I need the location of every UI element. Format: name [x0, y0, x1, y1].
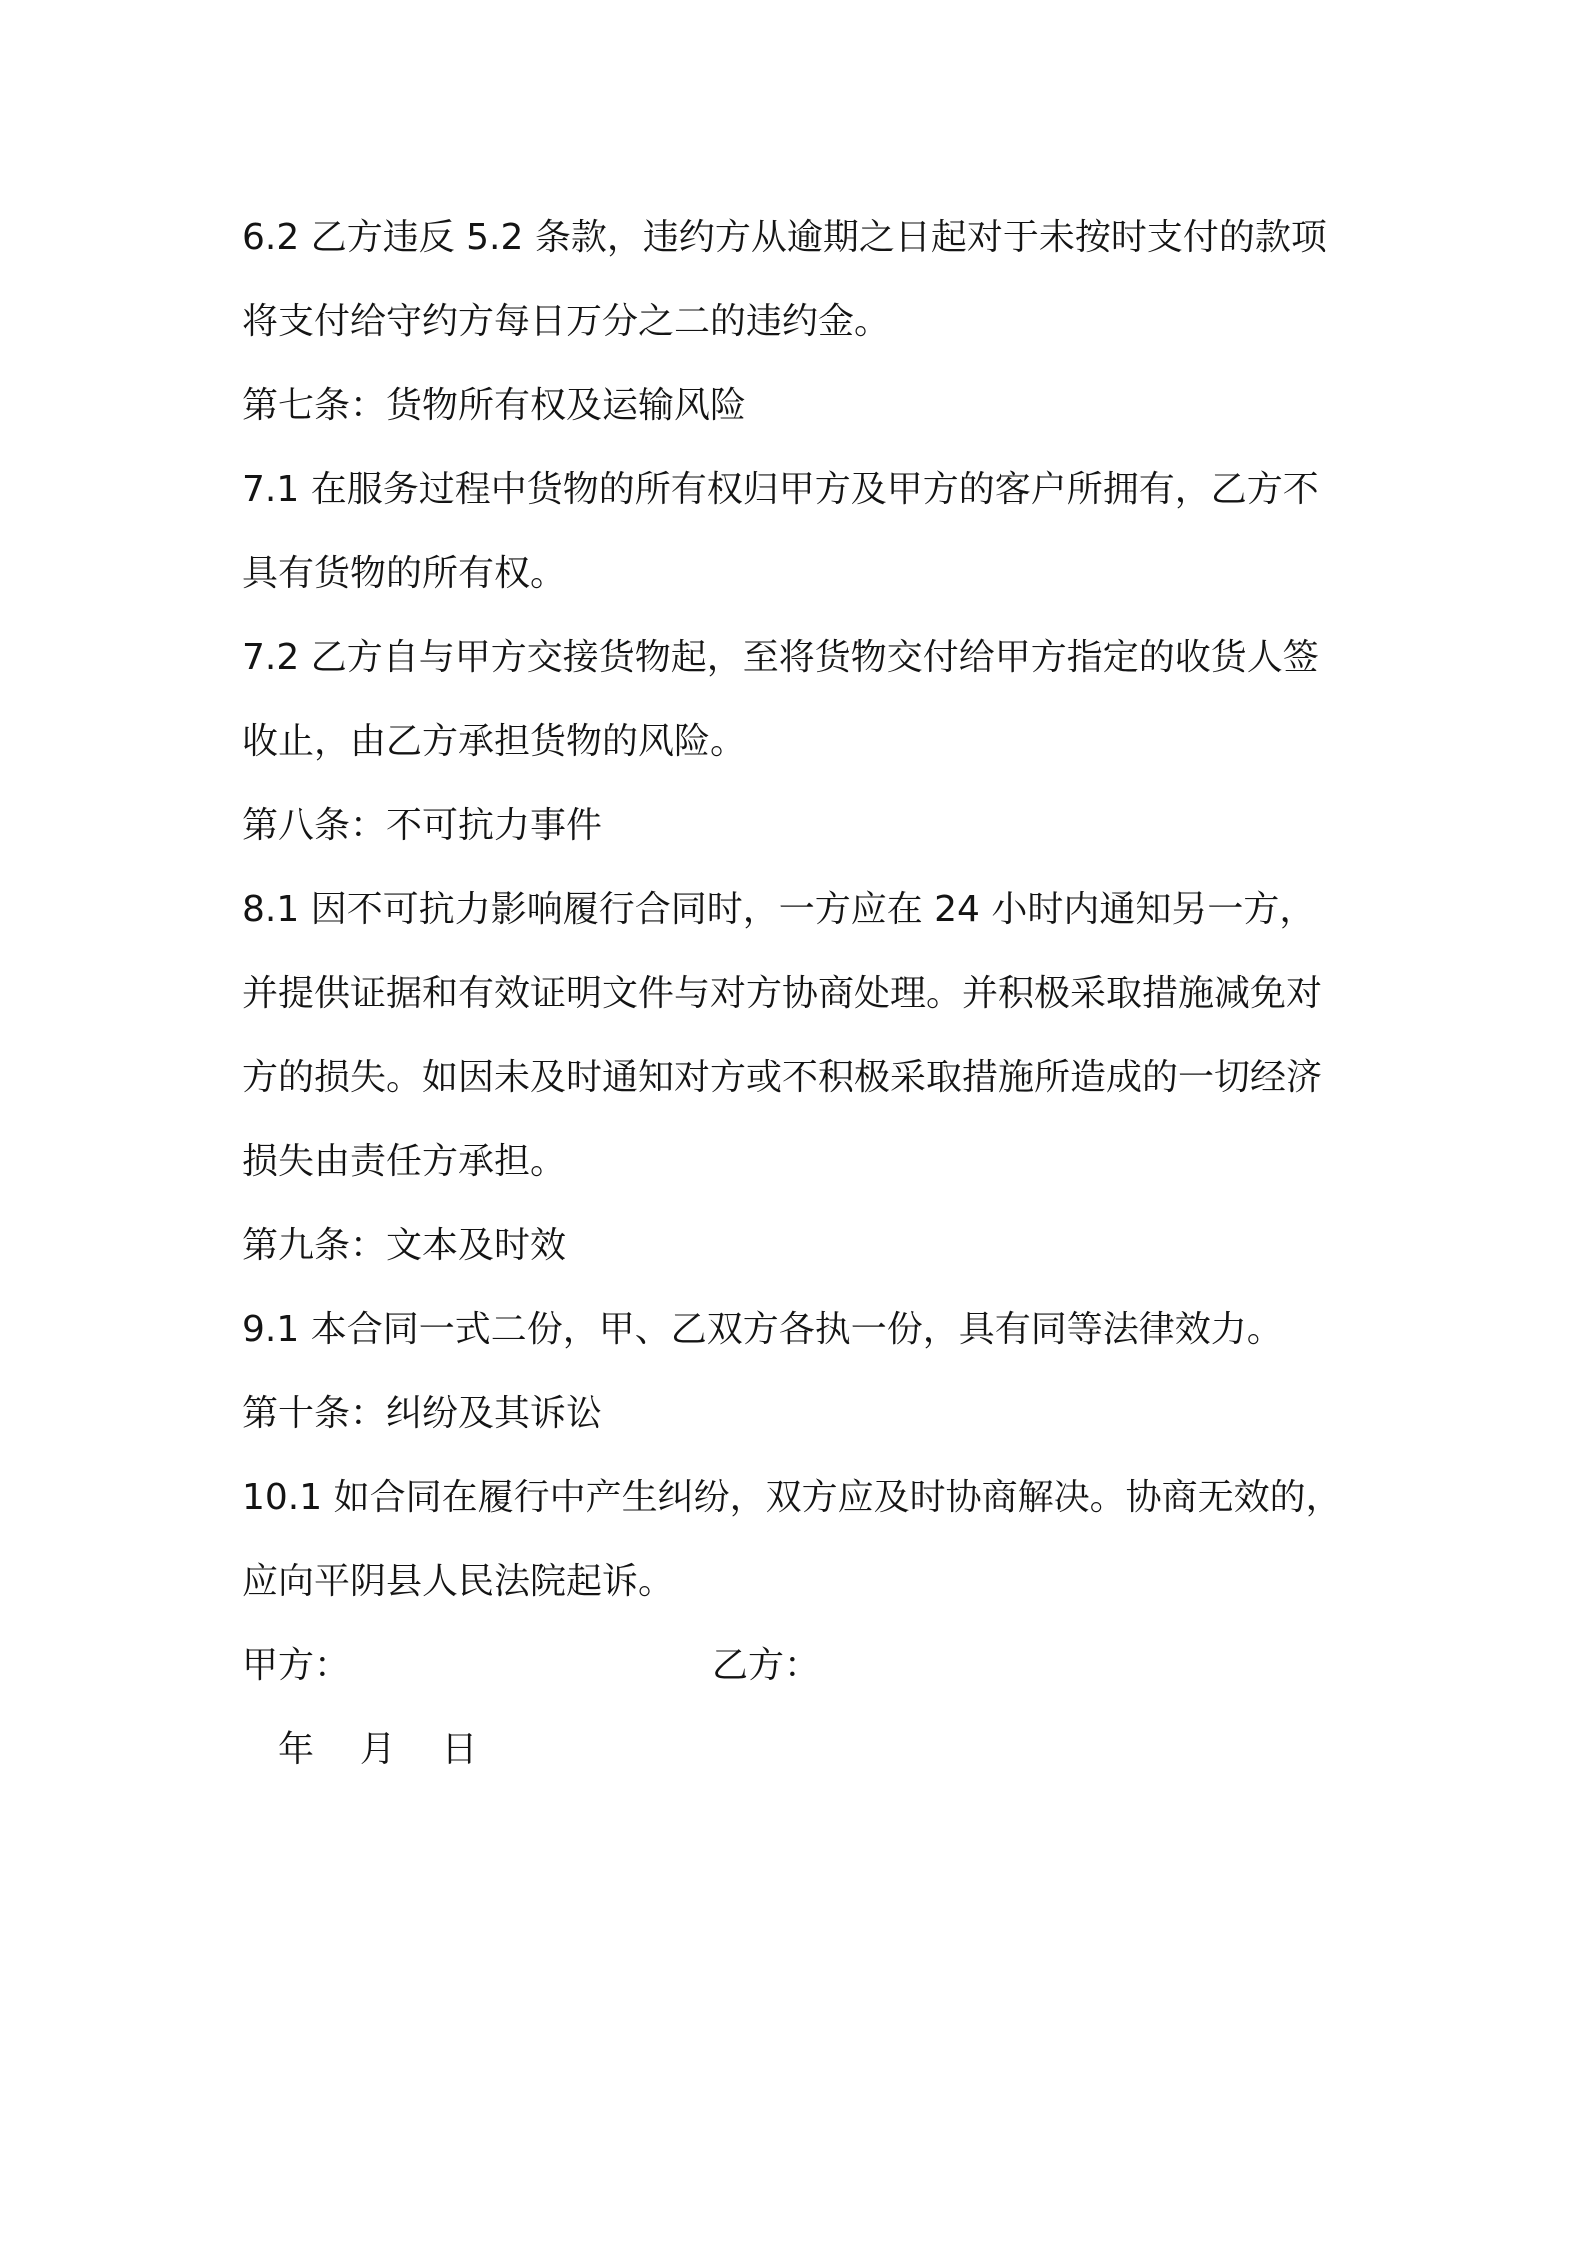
article-7-heading: 第七条：货物所有权及运输风险: [242, 385, 747, 426]
article-9-heading: 第九条：文本及时效: [242, 1225, 567, 1266]
party-b-signature-label: 乙方：: [712, 1645, 821, 1686]
clause-10-1-line-2: 应向平阴县人民法院起诉。: [242, 1561, 675, 1602]
signature-row: [242, 1624, 1362, 1708]
clause-6-2-line-1: 6.2 乙方违反 5.2 条款，违约方从逾期之日起对于未按时支付的款项: [242, 217, 1327, 258]
clause-8-1-line-3: 方的损失。如因未及时通知对方或不积极采取措施所造成的一切经济: [242, 1057, 1323, 1098]
clause-7-1-line-2: 具有货物的所有权。: [242, 553, 567, 594]
clause-9-1-line-1: 9.1 本合同一式二份，甲、乙双方各执一份，具有同等法律效力。: [242, 1309, 1283, 1350]
document-body: [242, 196, 1362, 1792]
clause-7-2-line-2: 收止，由乙方承担货物的风险。: [242, 721, 747, 762]
article-10-heading: 第十条：纠纷及其诉讼: [242, 1393, 603, 1434]
signature-date: 年 月 日: [278, 1729, 478, 1770]
clause-8-1-line-1: 8.1 因不可抗力影响履行合同时，一方应在 24 小时内通知另一方，: [242, 889, 1316, 930]
article-8-heading: 第八条：不可抗力事件: [242, 805, 603, 846]
clause-8-1-line-4: 损失由责任方承担。: [242, 1141, 567, 1182]
clause-7-2-line-1: 7.2 乙方自与甲方交接货物起，至将货物交付给甲方指定的收货人签: [242, 637, 1319, 678]
party-a-signature-label: 甲方：: [242, 1645, 351, 1686]
clause-7-1-line-1: 7.1 在服务过程中货物的所有权归甲方及甲方的客户所拥有，乙方不: [242, 469, 1319, 510]
clause-8-1-line-2: 并提供证据和有效证明文件与对方协商处理。并积极采取措施减免对: [242, 973, 1323, 1014]
clause-10-1-line-1: 10.1 如合同在履行中产生纠纷，双方应及时协商解决。协商无效的，: [242, 1477, 1342, 1518]
clause-6-2-line-2: 将支付给守约方每日万分之二的违约金。: [242, 301, 891, 342]
